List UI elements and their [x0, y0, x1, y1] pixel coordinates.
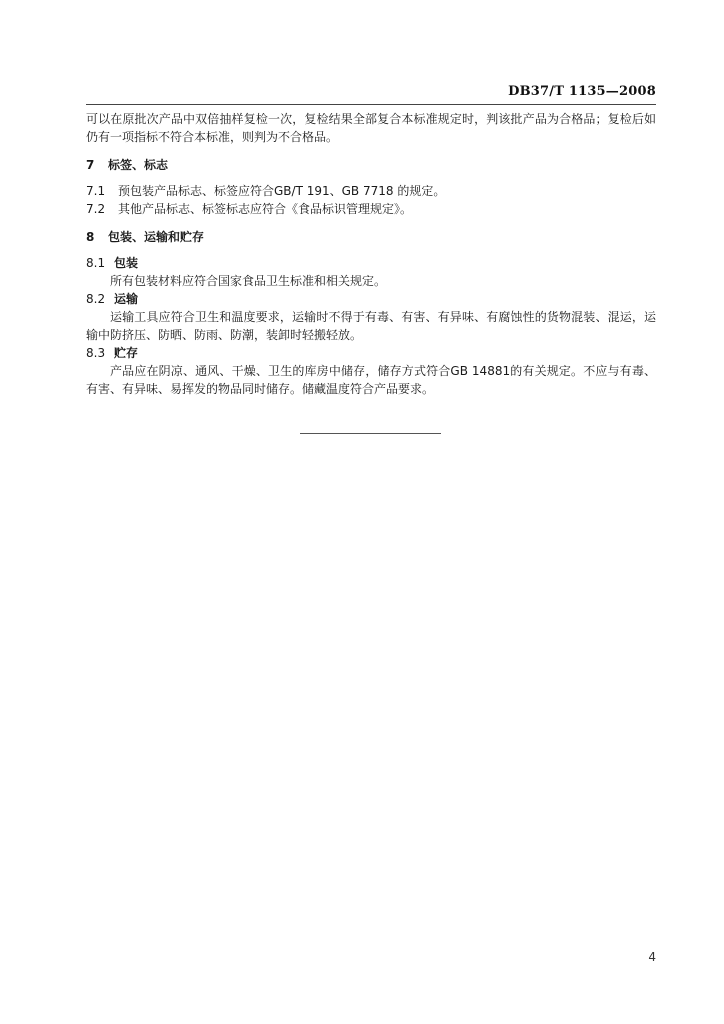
clause-8-3-title: 贮存: [114, 346, 139, 360]
clause-8-3-text: 产品应在阴凉、通风、干燥、卫生的库房中储存，储存方式符合GB 14881的有关规定。不应与有毒、有害、有异味、易挥发的物品同时储存。储藏温度符合产品要求。: [86, 364, 656, 396]
page-number: 4: [648, 950, 656, 964]
clause-8-3-heading: [86, 344, 656, 362]
intro-paragraph: 可以在原批次产品中双倍抽样复检一次，复检结果全部复合本标准规定时，判该批产品为合格品；复检后如仍有一项指标不符合本标准，则判为不合格品。: [86, 112, 656, 144]
clause-8-2-number: 8.2: [86, 292, 106, 306]
section-7-heading: [86, 156, 656, 174]
clause-8-1-text: 所有包装材料应符合国家食品卫生标准和相关规定。: [110, 274, 387, 288]
clause-7-2-text: 其他产品标志、标签标志应符合《食品标识管理规定》。: [118, 202, 413, 216]
section-8-number: 8: [86, 230, 95, 244]
clause-8-2-title: 运输: [114, 292, 139, 306]
section-8-heading: [86, 228, 656, 246]
clause-7-2: [86, 200, 656, 218]
end-of-text-rule: [300, 433, 441, 434]
clause-8-2-heading: [86, 290, 656, 308]
clause-7-1-text: 预包装产品标志、标签应符合GB/T 191、GB 7718 的规定。: [118, 184, 446, 198]
document-body: [86, 110, 656, 398]
clause-7-2-number: 7.2: [86, 202, 106, 216]
section-7-number: 7: [86, 158, 95, 172]
clause-8-2-text: 运输工具应符合卫生和温度要求，运输时不得于有毒、有害、有异味、有腐蚀性的货物混装、混运，运输中防挤压、防晒、防雨、防潮，装卸时轻搬轻放。: [86, 310, 656, 342]
section-8-title: 包装、运输和贮存: [108, 230, 205, 244]
clause-8-3-number: 8.3: [86, 346, 106, 360]
clause-7-1: [86, 182, 656, 200]
clause-7-1-number: 7.1: [86, 184, 106, 198]
standard-number: DB37/T 1135—2008: [508, 84, 656, 99]
clause-8-1-heading: [86, 254, 656, 272]
clause-8-1-title: 包装: [114, 256, 139, 270]
clause-8-1-number: 8.1: [86, 256, 106, 270]
header-rule: [86, 104, 656, 105]
section-7-title: 标签、标志: [108, 158, 169, 172]
